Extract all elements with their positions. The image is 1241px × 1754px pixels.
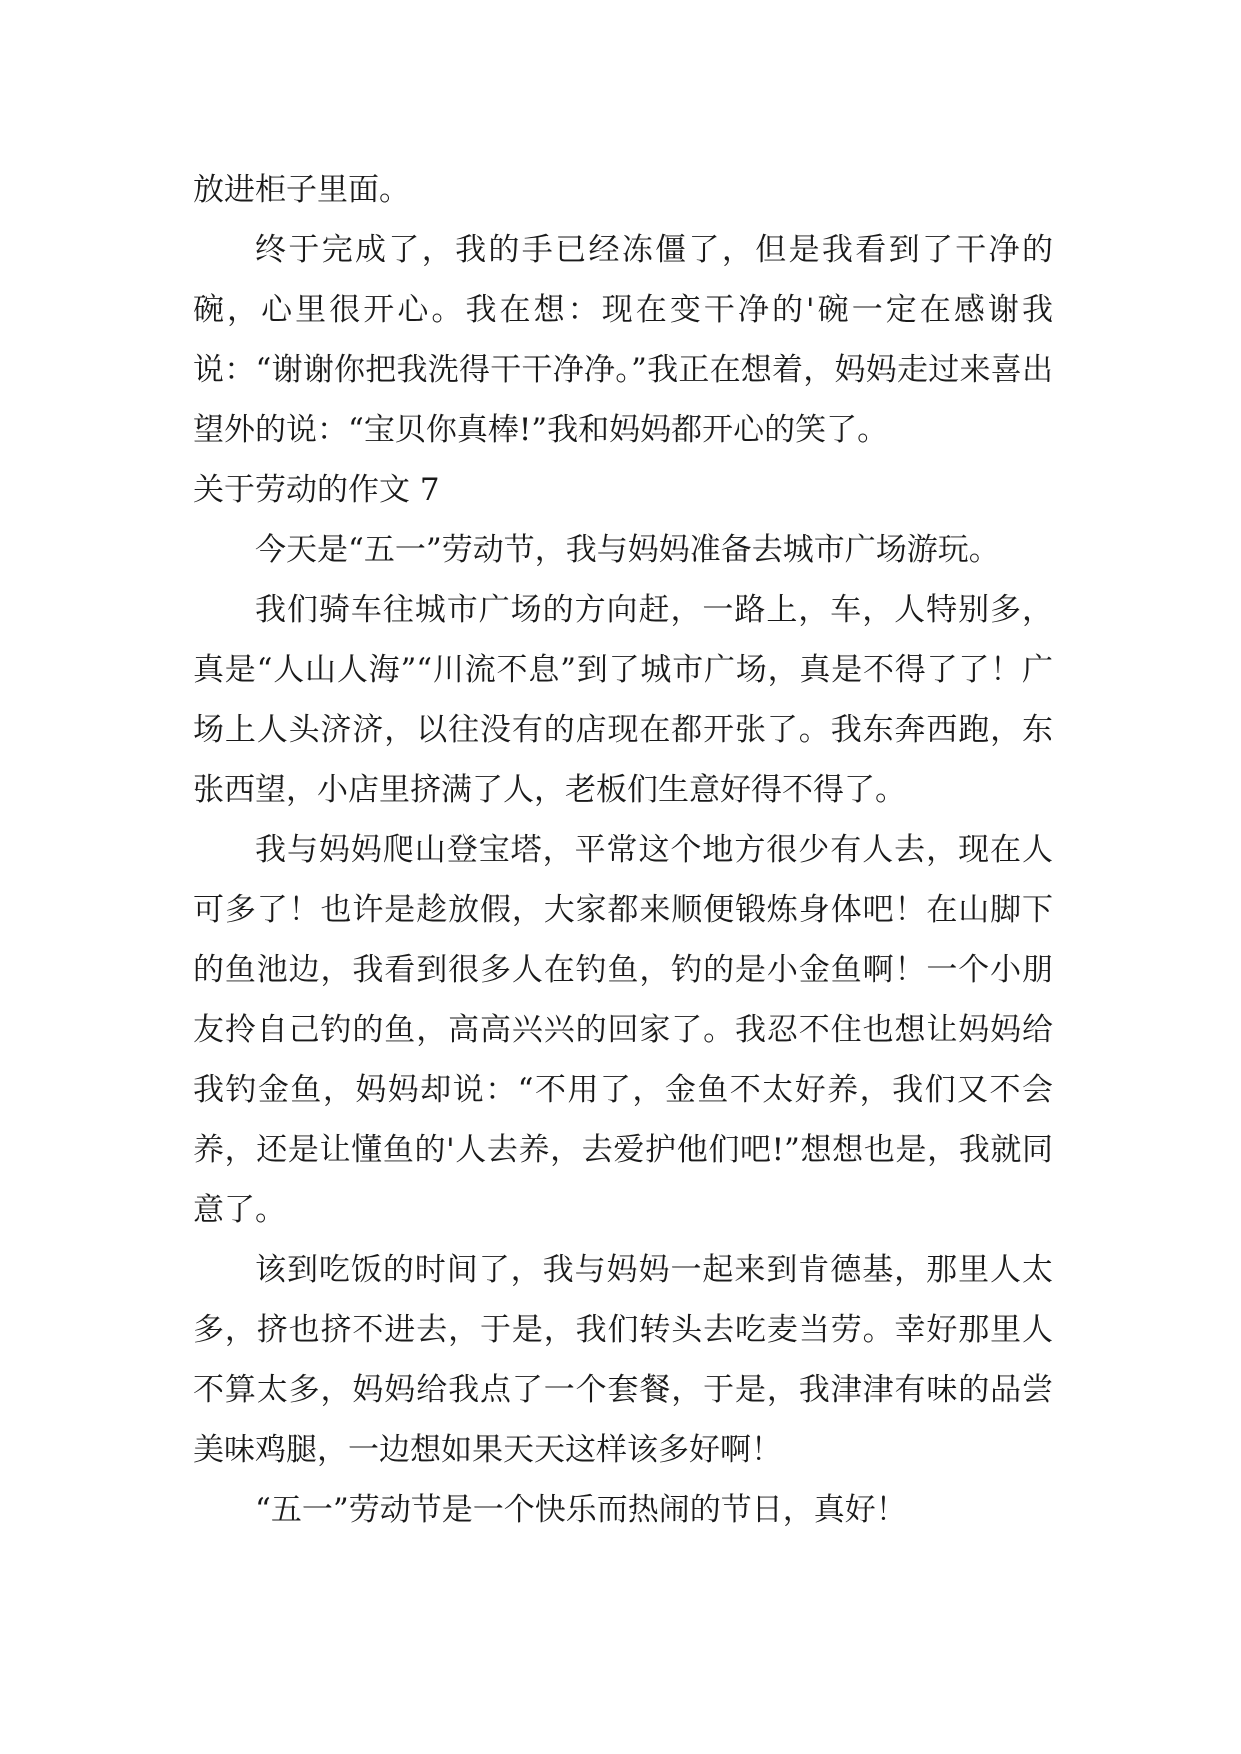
continued-paragraph: 放进柜子里面。 <box>193 172 410 208</box>
paragraph-2: 我们骑车往城市广场的方向赶，一路上，车，人特别多，真是“人山人海”“川流不息”到了城市广场，真是不得了了！广场上人头济济，以往没有的店现在都开张了。我东奔西跑，东张西望，小店里挤满了人，老板们生意好得不得了。 <box>193 592 1053 808</box>
section-title: 关于劳动的作文 7 <box>193 472 440 508</box>
paragraph-5: “五一”劳动节是一个快乐而热闹的节日，真好！ <box>255 1492 907 1528</box>
paragraph-4: 该到吃饭的时间了，我与妈妈一起来到肯德基，那里人太多，挤也挤不进去，于是，我们转头去吃麦当劳。幸好那里人不算太多，妈妈给我点了一个套餐，于是，我津津有味的品尝美味鸡腿，一边想如果天天这样该多好啊！ <box>193 1252 1053 1468</box>
paragraph-3: 我与妈妈爬山登宝塔，平常这个地方很少有人去，现在人可多了！也许是趁放假，大家都来顺便锻炼身体吧！在山脚下的鱼池边，我看到很多人在钓鱼，钓的是小金鱼啊！一个小朋友拎自己钓的鱼，高高兴兴的回家了。我忍不住也想让妈妈给我钓金鱼，妈妈却说：“不用了，金鱼不太好养，我们又不会养，还是让懂鱼的'人去养，去爱护他们吧!”想想也是，我就同意了。 <box>193 832 1053 1228</box>
paragraph-washing-bowls: 终于完成了，我的手已经冻僵了，但是我看到了干净的碗，心里很开心。我在想：现在变干净的'碗一定在感谢我说：“谢谢你把我洗得干干净净。”我正在想着，妈妈走过来喜出望外的说：“宝贝你真棒!”我和妈妈都开心的笑了。 <box>193 232 1053 448</box>
document-body <box>193 160 1053 1540</box>
paragraph-1: 今天是“五一”劳动节，我与妈妈准备去城市广场游玩。 <box>255 532 1000 568</box>
